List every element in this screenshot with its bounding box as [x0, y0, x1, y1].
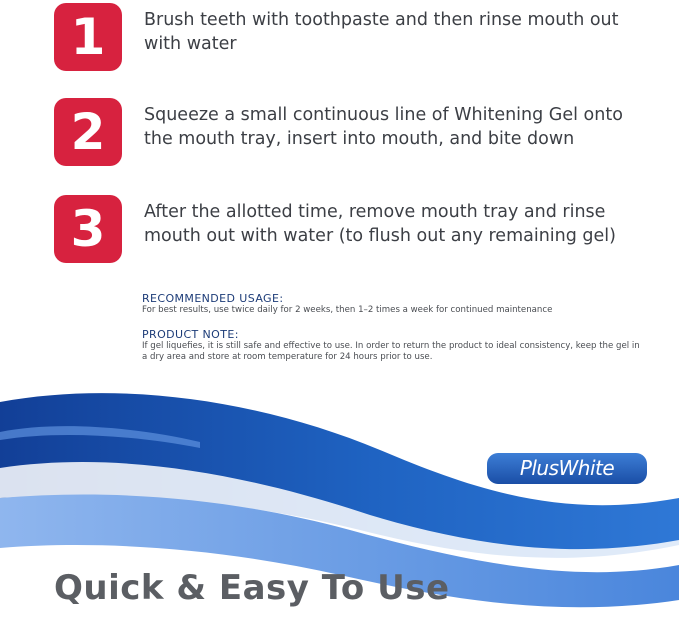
step-number: 1: [70, 8, 106, 66]
step-instruction: Squeeze a small continuous line of Whitening Gel onto the mouth tray, insert into mouth, and bite down: [144, 105, 623, 149]
step-instruction: After the allotted time, remove mouth tray and rinse mouth out with water (to flush out any remaining gel): [144, 202, 616, 246]
recommended-usage-heading: RECOMMENDED USAGE:: [142, 292, 284, 305]
product-note-body: If gel liquefies, it is still safe and effective to use. In order to return the product to ideal consistency, keep the gel in a dry area and store at room temperature for 24 hours prior to use.: [142, 341, 640, 362]
step-number-badge: [54, 3, 122, 71]
tagline: Quick & Easy To Use: [54, 568, 450, 608]
product-note-heading: PRODUCT NOTE:: [142, 328, 239, 341]
logo-badge: [487, 453, 647, 484]
product-note: [142, 329, 642, 363]
step-number: 2: [70, 103, 106, 161]
logo-text: PlusWhite: [519, 456, 615, 480]
recommended-usage-body: For best results, use twice daily for 2 weeks, then 1–2 times a week for continued maintenance: [142, 305, 553, 315]
recommended-usage: [142, 293, 642, 316]
step-number: 3: [70, 200, 106, 258]
step-number-badge: [54, 195, 122, 263]
step-number-badge: [54, 98, 122, 166]
step-3: [54, 195, 644, 263]
step-1: [54, 3, 644, 71]
step-instruction: Brush teeth with toothpaste and then rinse mouth out with water: [144, 10, 619, 54]
pluswhite-logo: [482, 448, 652, 488]
step-2: [54, 98, 644, 166]
